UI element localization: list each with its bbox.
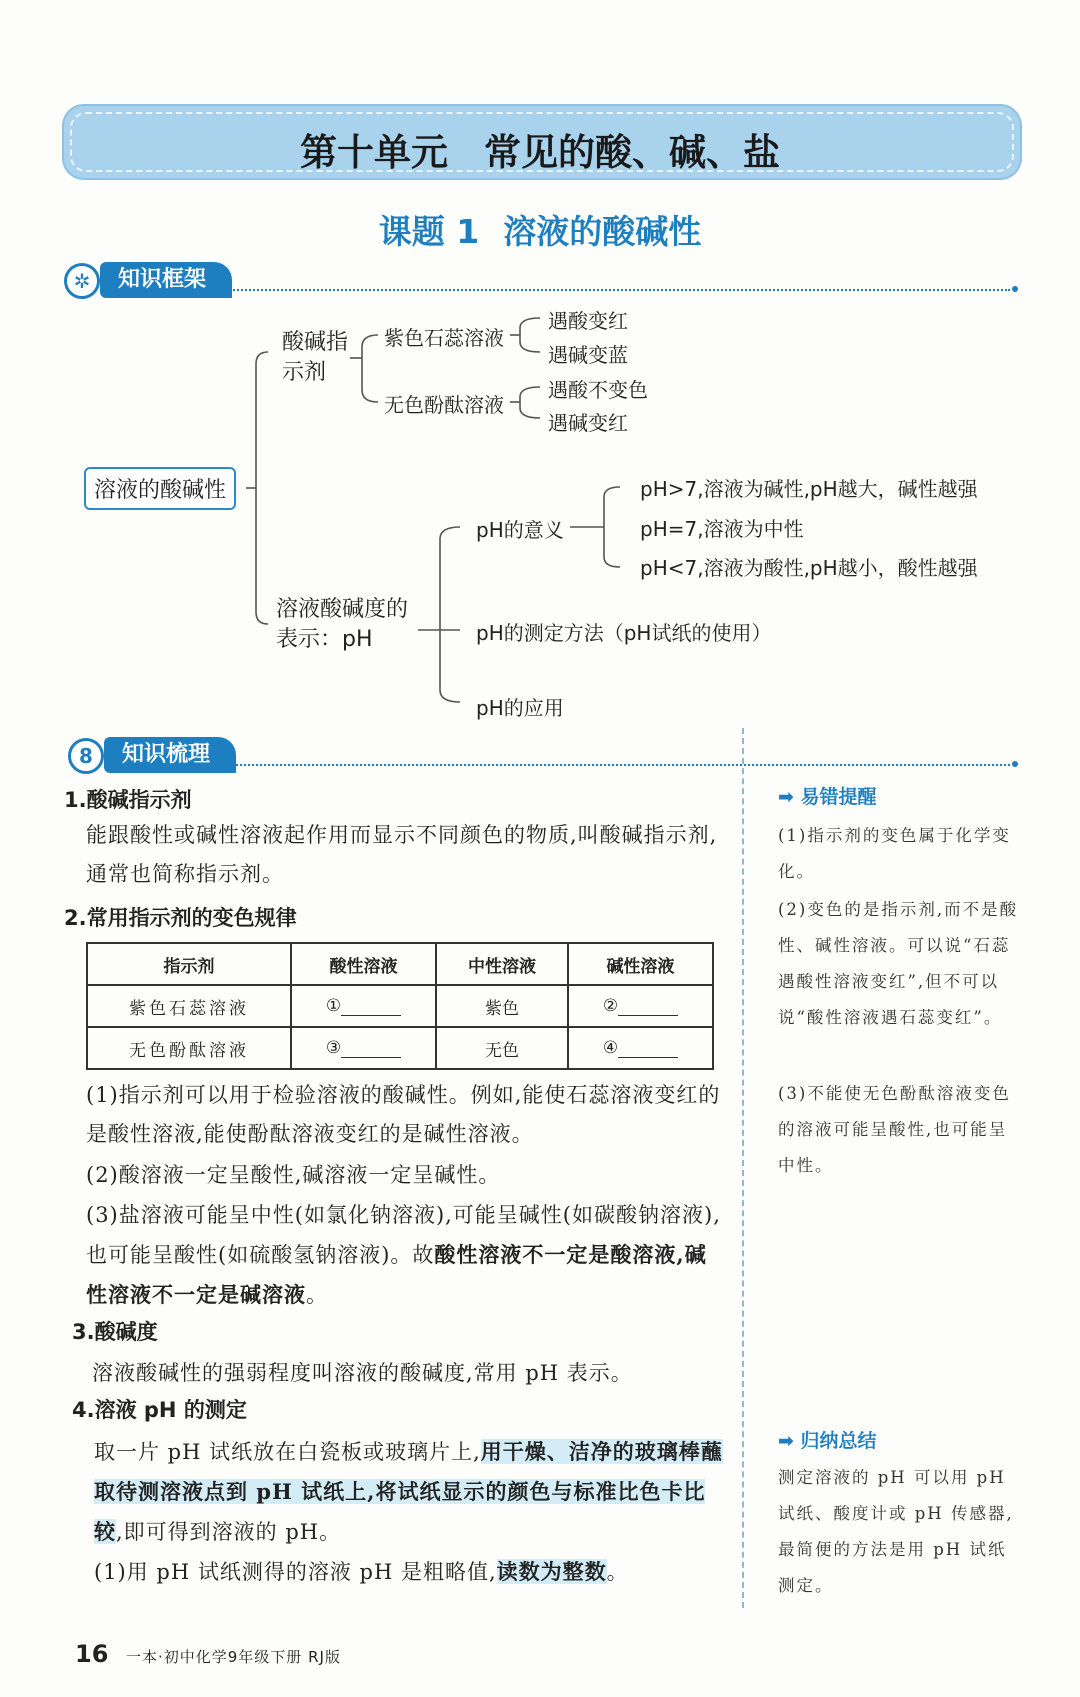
table-cell[interactable] <box>568 1027 713 1069</box>
table-header: 酸性溶液 <box>291 943 436 985</box>
tip-3: (3)不能使无色酚酞溶液变色的溶液可能呈酸性,也可能呈中性。 <box>778 1084 1011 1175</box>
note3-end: 。 <box>306 1283 328 1307</box>
arrow-icon: ➡ <box>778 1430 801 1452</box>
s4-text-end: ,即可得到溶液的 pH。 <box>116 1520 342 1544</box>
book-title <box>126 1646 341 1667</box>
mindmap-ph-item: pH<7,溶液为酸性,pH越小，酸性越强 <box>640 556 978 580</box>
book-edition: RJ版 <box>308 1648 341 1666</box>
divider-dot <box>1012 761 1018 767</box>
framework-section-title: 知识框架 <box>100 262 232 298</box>
table-cell: 紫色 <box>436 985 568 1027</box>
table-cell: 无色 <box>436 1027 568 1069</box>
s4-note-plain: (1)用 pH 试纸测得的溶液 pH 是粗略值, <box>94 1560 497 1584</box>
mindmap-branch-indicators: 酸碱指示剂 <box>282 330 349 385</box>
table-header: 碱性溶液 <box>568 943 713 985</box>
divider <box>236 764 1010 766</box>
lesson-name: 溶液的酸碱性 <box>503 212 702 251</box>
summary-title-text: 归纳总结 <box>800 1430 877 1452</box>
mindmap-ph-application: pH的应用 <box>476 696 564 720</box>
blank-marker: ② <box>602 996 619 1016</box>
eight-circle-icon: 8 <box>68 738 104 774</box>
answer-blank[interactable] <box>618 999 678 1016</box>
s2-note-3 <box>86 1196 726 1315</box>
indicator-table <box>86 942 714 1070</box>
tip-title <box>778 782 877 809</box>
mindmap-leaf: 遇碱变红 <box>548 411 628 435</box>
s4-note-highlight: 读数为整数 <box>496 1559 607 1584</box>
s2-heading: 2.常用指示剂的变色规律 <box>64 906 297 930</box>
mindmap-ph-meaning: pH的意义 <box>476 518 564 542</box>
note3-emphasis: 酸性溶液不一定是酸溶液,碱性溶液不一定是碱溶液 <box>86 1242 707 1307</box>
unit-name: 常见的酸、碱、盐 <box>484 131 780 174</box>
tip-title-text: 易错提醒 <box>800 786 877 808</box>
answer-blank[interactable] <box>341 1041 401 1058</box>
mindmap-ph-item: pH>7,溶液为碱性,pH越大，碱性越强 <box>640 477 978 501</box>
book-name: 一本·初中化学9年级下册 <box>126 1648 303 1666</box>
mindmap-phenolphthalein: 无色酚酞溶液 <box>384 393 504 417</box>
table-header: 指示剂 <box>87 943 291 985</box>
review-section-title: 知识梳理 <box>104 737 236 773</box>
blank-marker: ④ <box>602 1038 619 1058</box>
mindmap-branch-ph: 溶液酸碱度的表示：pH <box>276 597 409 652</box>
answer-blank[interactable] <box>618 1041 678 1058</box>
tip-1: (1)指示剂的变色属于化学变化。 <box>778 826 1011 881</box>
summary-title <box>778 1426 877 1453</box>
s3-heading: 3.酸碱度 <box>72 1320 158 1344</box>
mindmap-ph-item: pH=7,溶液为中性 <box>640 517 804 541</box>
table-cell: 无色酚酞溶液 <box>87 1027 291 1069</box>
mindmap-ph-method: pH的测定方法（pH试纸的使用） <box>476 621 772 645</box>
s4-text <box>94 1432 726 1552</box>
s2-note-1: (1)指示剂可以用于检验溶液的酸碱性。例如,能使石蕊溶液变红的是酸性溶液,能使酚酞溶液变红的是碱性溶液。 <box>86 1083 721 1146</box>
table-cell[interactable] <box>291 985 436 1027</box>
table-header: 中性溶液 <box>436 943 568 985</box>
s4-text-plain: 取一片 pH 试纸放在白瓷板或玻璃片上, <box>94 1440 481 1464</box>
table-row <box>87 985 713 1027</box>
arrow-icon: ➡ <box>778 786 801 808</box>
mindmap-leaf: 遇酸不变色 <box>548 378 648 402</box>
blank-marker: ① <box>325 996 342 1016</box>
s2-note-2: (2)酸溶液一定呈酸性,碱溶液一定呈碱性。 <box>86 1163 501 1187</box>
table-cell[interactable] <box>291 1027 436 1069</box>
table-row <box>87 1027 713 1069</box>
table-cell[interactable] <box>568 985 713 1027</box>
s1-text: 能跟酸性或碱性溶液起作用而显示不同颜色的物质,叫酸碱指示剂,通常也简称指示剂。 <box>86 823 718 886</box>
side-divider <box>742 728 744 1608</box>
unit-label: 第十单元 <box>300 131 448 174</box>
blank-marker: ③ <box>325 1038 342 1058</box>
s4-note-end: 。 <box>606 1560 629 1584</box>
answer-blank[interactable] <box>341 999 401 1016</box>
s4-note <box>94 1552 726 1592</box>
s3-text: 溶液酸碱性的强弱程度叫溶液的酸碱度,常用 pH 表示。 <box>92 1361 633 1385</box>
lesson-label: 课题 1 <box>378 212 480 251</box>
s4-text-highlight: 用干燥、洁净的玻璃棒蘸取待测溶液点到 pH 试纸上,将试纸显示的颜色与标准比色卡比较 <box>94 1439 723 1544</box>
mindmap-leaf: 遇碱变蓝 <box>548 343 628 367</box>
note3-text: (3)盐溶液可能呈中性(如氯化钠溶液),可能呈碱性(如碳酸钠溶液),也可能呈酸性(如硫酸氢钠溶液)。故 <box>86 1203 721 1267</box>
s1-heading: 1.酸碱指示剂 <box>64 788 192 812</box>
s4-heading: 4.溶液 pH 的测定 <box>72 1398 247 1422</box>
tip-2: (2)变色的是指示剂,而不是酸性、碱性溶液。可以说“石蕊遇酸性溶液变红”,但不可以说“酸性溶液遇石蕊变红”。 <box>778 900 1019 1027</box>
page-number: 16 <box>75 1640 109 1668</box>
mindmap-litmus: 紫色石蕊溶液 <box>384 326 504 350</box>
summary-text: 测定溶液的 pH 可以用 pH 试纸、酸度计或 pH 传感器,最简便的方法是用 pH 试纸测定。 <box>778 1468 1014 1595</box>
gear-icon: ✲ <box>64 263 100 299</box>
mindmap-leaf: 遇酸变红 <box>548 309 628 333</box>
mindmap-root: 溶液的酸碱性 <box>84 467 236 510</box>
table-cell: 紫色石蕊溶液 <box>87 985 291 1027</box>
